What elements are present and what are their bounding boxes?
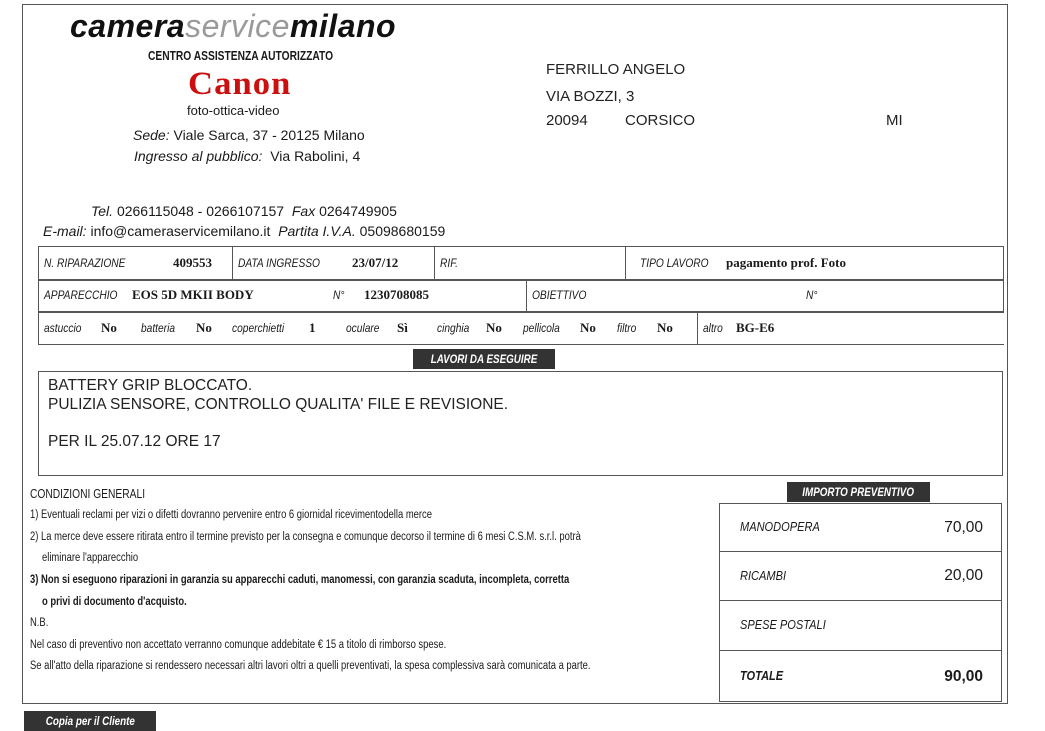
copy-for-client-text: Copia per il Cliente	[45, 714, 135, 728]
authorized-center-subtitle: CENTRO ASSISTENZA AUTORIZZATO	[148, 49, 334, 63]
customer-province: MI	[886, 112, 903, 129]
sede-value: Viale Sarca, 37 - 20125 Milano	[173, 127, 365, 143]
tipo-lavoro-label: TIPO LAVORO	[640, 256, 709, 270]
coperchietti-value: 1	[309, 320, 316, 335]
ingresso-label: Ingresso al pubblico:	[134, 148, 263, 164]
works-line-3: PER IL 25.07.12 ORE 17	[48, 433, 221, 450]
logo-text-camera: camera	[70, 8, 186, 44]
filtro-value: No	[657, 320, 673, 335]
data-ingresso-label: DATA INGRESSO	[238, 256, 320, 270]
numero-label: N°	[333, 288, 345, 302]
condition-2a: 2) La merce deve essere ritirata entro il termine previsto per la consegna e comunque decorso il termine di 6 mesi C.S.M. s.r.l. potrà	[30, 531, 581, 543]
works-header-label	[413, 349, 555, 369]
pellicola-value: No	[580, 320, 596, 335]
oculare-value: Sì	[397, 320, 408, 335]
customer-city: CORSICO	[625, 112, 696, 129]
tipo-lavoro-value: pagamento prof. Foto	[726, 255, 847, 270]
batteria-value: No	[196, 320, 212, 335]
numero-value: 1230708085	[364, 287, 429, 302]
ricambi-label: RICAMBI	[740, 568, 787, 583]
fax-label: Fax	[291, 203, 316, 219]
accessories-row	[38, 312, 1004, 345]
astuccio-label: astuccio	[44, 321, 82, 335]
canon-logo: Canon	[188, 66, 292, 102]
condition-3a: 3) Non si eseguono riparazioni in garanzia su apparecchi caduti, manomessi, con garanzia scaduta, incompleta, corretta	[30, 574, 570, 586]
logo-text-service: service	[185, 8, 290, 44]
ricambi-value: 20,00	[944, 567, 983, 584]
sede-line	[133, 127, 365, 143]
condition-3b: o privi di documento d'acquisto.	[42, 596, 187, 608]
sede-label: Sede:	[133, 127, 170, 143]
tel-label: Tel.	[91, 203, 114, 219]
rif-label: RIF.	[440, 256, 458, 270]
brand-tagline: foto-ottica-video	[187, 103, 280, 118]
nb-line-1: Nel caso di preventivo non accettato verranno comunque addebitate € 15 a titolo di rimborso spese.	[30, 639, 447, 651]
spese-postali-label: SPESE POSTALI	[740, 617, 826, 632]
customer-zip: 20094	[546, 112, 588, 129]
filtro-label: filtro	[617, 321, 637, 335]
altro-label: altro	[703, 321, 723, 335]
contact-email-line	[43, 223, 445, 239]
nb-label: N.B.	[30, 617, 49, 629]
batteria-label: batteria	[141, 321, 176, 335]
conditions-title: CONDIZIONI GENERALI	[30, 487, 146, 501]
contact-phone-line	[91, 203, 397, 219]
condition-1: 1) Eventuali reclami per vizi o difetti dovranno pervenire entro 6 giornidal ricevimentodella merce	[30, 509, 433, 521]
email-label: E-mail:	[43, 223, 87, 239]
logo-text-milano: milano	[289, 8, 397, 44]
manodopera-label: MANODOPERA	[740, 519, 820, 534]
ingresso-value: Via Rabolini, 4	[270, 148, 361, 164]
copy-for-client-label	[24, 711, 156, 731]
nb-line-2: Se all'atto della riparazione si rendessero necessari altri lavori oltri a quelli preventivati, la spesa complessiva sarà comunicata a parte.	[30, 660, 591, 672]
data-ingresso-value: 23/07/12	[352, 255, 399, 270]
customer-name: FERRILLO ANGELO	[546, 61, 686, 78]
customer-street: VIA BOZZI, 3	[546, 88, 635, 105]
estimate-header-label	[787, 482, 930, 502]
company-logo	[70, 8, 396, 45]
astuccio-value: No	[101, 320, 117, 335]
n-riparazione-label: N. RIPARAZIONE	[44, 256, 126, 270]
obiettivo-label: OBIETTIVO	[532, 288, 587, 302]
n-riparazione-value: 409553	[173, 255, 212, 270]
works-title: LAVORI DA ESEGUIRE	[430, 352, 538, 366]
estimate-title: IMPORTO PREVENTIVO	[802, 485, 915, 499]
ingresso-line	[134, 148, 360, 164]
altro-value: BG-E6	[736, 320, 775, 335]
condition-2b: eliminare l'apparecchio	[42, 552, 139, 564]
totale-label: TOTALE	[740, 668, 784, 683]
cinghia-value: No	[486, 320, 502, 335]
cinghia-label: cinghia	[437, 321, 470, 335]
obiettivo-n-label: N°	[806, 288, 818, 302]
tel-value: 0266115048 - 0266107157	[116, 203, 285, 219]
apparecchio-value: EOS 5D MKII BODY	[132, 287, 254, 302]
piva-value: 05098680159	[359, 223, 446, 239]
manodopera-value: 70,00	[944, 519, 983, 536]
email-value: info@cameraservicemilano.it	[90, 223, 271, 239]
fax-value: 0264749905	[319, 203, 397, 219]
works-line-2: PULIZIA SENSORE, CONTROLLO QUALITA' FILE E REVISIONE.	[48, 396, 509, 413]
works-line-1: BATTERY GRIP BLOCCATO.	[48, 377, 253, 394]
coperchietti-label: coperchietti	[232, 321, 285, 335]
piva-label: Partita I.V.A.	[278, 223, 356, 239]
apparecchio-label: APPARECCHIO	[44, 288, 118, 302]
pellicola-label: pellicola	[523, 321, 560, 335]
totale-value: 90,00	[944, 668, 983, 685]
oculare-label: oculare	[346, 321, 380, 335]
